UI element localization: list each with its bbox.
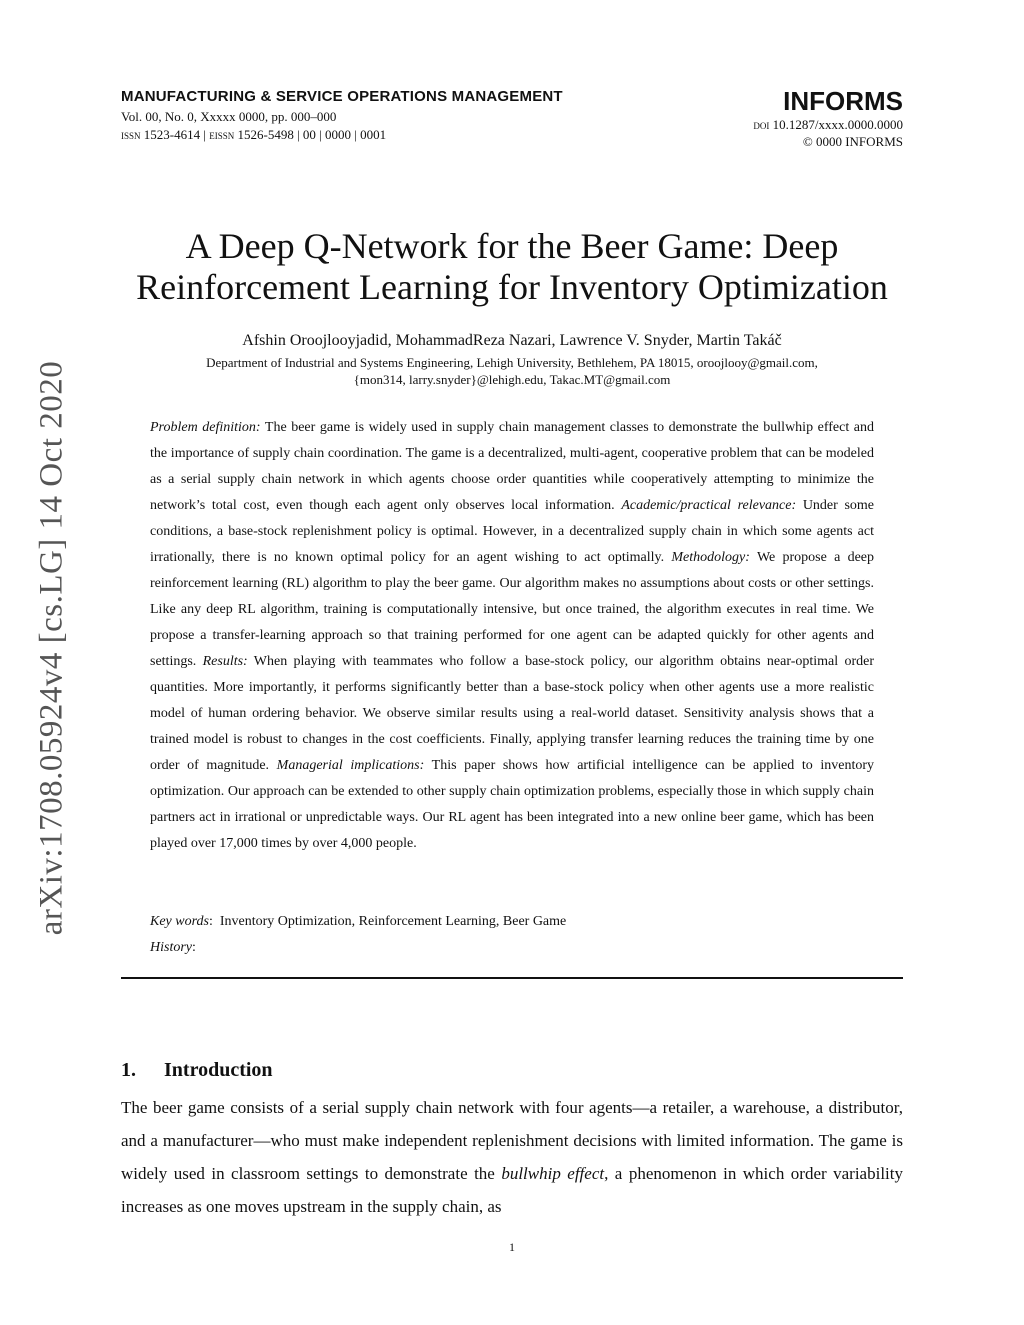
journal-issn: issn 1523-4614 | eissn 1526-5498 | 00 | 0000 | 0001: [121, 127, 387, 142]
abstract-label-results: Results:: [202, 654, 248, 669]
abstract-text-results: When playing with teammates who follow a base-stock policy, our algorithm obtains near-optimal order quantities. More importantly, it performs significantly better than a base-stock policy when other agents use a more realistic model of human ordering behavior. We observe similar results using a real-world dataset. Sensitivity analysis shows that a trained model is robust to changes in the cost coefficients. Finally, applying transfer learning reduces the training time by one order of magnitude.: [150, 654, 875, 773]
issn-value: 1523-4614: [143, 127, 201, 142]
eissn-label: eissn: [209, 127, 235, 142]
abstract-label-problem: Problem definition:: [150, 420, 261, 435]
abstract-label-implications: Managerial implications:: [276, 758, 425, 773]
abstract: [150, 415, 874, 857]
publisher-logo: INFORMS: [783, 86, 903, 116]
copyright-line: [803, 134, 903, 150]
doi-line: [753, 117, 903, 133]
page-number: 1: [509, 1240, 515, 1254]
keywords: Key words: Inventory Optimization, Reinforcement Learning, Beer Game: [150, 914, 567, 929]
doi-label: doi: [753, 117, 770, 132]
paper-authors: Afshin Oroojlooyjadid, MohammadReza Nazari, Lawrence V. Snyder, Martin Takáč: [242, 332, 782, 349]
history-label: History: [150, 940, 192, 955]
section-heading: [121, 1059, 273, 1082]
affiliation-line-2: {mon314, larry.snyder}@lehigh.edu, Takac.MT@gmail.com: [353, 372, 671, 387]
intro-paragraph: [121, 1091, 903, 1223]
section-divider: [121, 977, 903, 979]
section-number: 1.: [121, 1059, 136, 1081]
abstract-label-methodology: Methodology:: [671, 550, 750, 565]
intro-text-after: , a phenomenon in which order variability increases as one moves upstream in the supply chain, as: [121, 1164, 903, 1216]
title-line-1: A Deep Q-Network for the Beer Game: Deep: [185, 226, 839, 266]
section-title: Introduction: [164, 1059, 273, 1081]
journal-name: MANUFACTURING & SERVICE OPERATIONS MANAGEMENT: [121, 88, 563, 105]
abstract-text-problem: The beer game is widely used in supply chain management classes to demonstrate the bullwhip effect and the importance of supply chain coordination. The game is a decentralized, multi-agent, cooperative problem that can be modeled as a serial supply chain network in which agents choose order quantities while cooperatively attempting to minimize the network’s total cost, even though each agent only observes local information.: [150, 420, 874, 513]
abstract-text-implications: This paper shows how artificial intelligence can be applied to inventory optimization. Our approach can be extended to other supply chain optimization problems, especially those in which supply chain partners act in irrational or unpredictable ways. Our RL agent has been integrated into a new online beer game, which has been played over 17,000 times by over 4,000 people.: [150, 758, 875, 851]
journal-volume: Vol. 00, No. 0, Xxxxx 0000, pp. 000–000: [121, 109, 337, 124]
abstract-label-relevance: Academic/practical relevance:: [621, 498, 797, 513]
history: History:: [150, 940, 196, 955]
affiliation-line-1: Department of Industrial and Systems Engineering, Lehigh University, Bethlehem, PA 18015, oroojlooy@gmail.com,: [206, 355, 818, 370]
abstract-text-relevance: Under some conditions, a base-stock replenishment policy is optimal. However, in a decentralized supply chain in which some agents act irrationally, there is no known optimal policy for an agent wishing to act optimally.: [150, 498, 875, 565]
issn-label: issn: [121, 127, 141, 142]
keywords-text: Inventory Optimization, Reinforcement Learning, Beer Game: [219, 914, 567, 929]
title-line-2: Reinforcement Learning for Inventory Optimization: [136, 267, 888, 307]
copyright-text: 0000 INFORMS: [815, 134, 903, 149]
copyright-icon: ©: [802, 134, 813, 149]
abstract-text-methodology: We propose a deep reinforcement learning (RL) algorithm to play the beer game. Our algorithm makes no assumptions about costs or other settings. Like any deep RL algorithm, training is computationally intensive, but once trained, the algorithm executes in real time. We propose a transfer-learning approach so that training performed for one agent can be adapted quickly for other agents and settings.: [150, 550, 875, 669]
arxiv-id: arXiv:1708.05924v4 [cs.LG] 14 Oct 2020: [33, 360, 70, 936]
intro-text-italic: bullwhip effect: [501, 1164, 605, 1183]
intro-text-before: The beer game consists of a serial supply chain network with four agents—a retailer, a warehouse, a distributor, and a manufacturer—who must make independent replenishment decisions with limited information. The game is widely used in classroom settings to demonstrate the: [121, 1098, 903, 1183]
paper-title: [100, 226, 924, 308]
eissn-value: 1526-5498 | 00 | 0000 | 0001: [237, 127, 387, 142]
doi-value: 10.1287/xxxx.0000.0000: [772, 117, 903, 132]
keywords-label: Key words: [150, 914, 209, 929]
